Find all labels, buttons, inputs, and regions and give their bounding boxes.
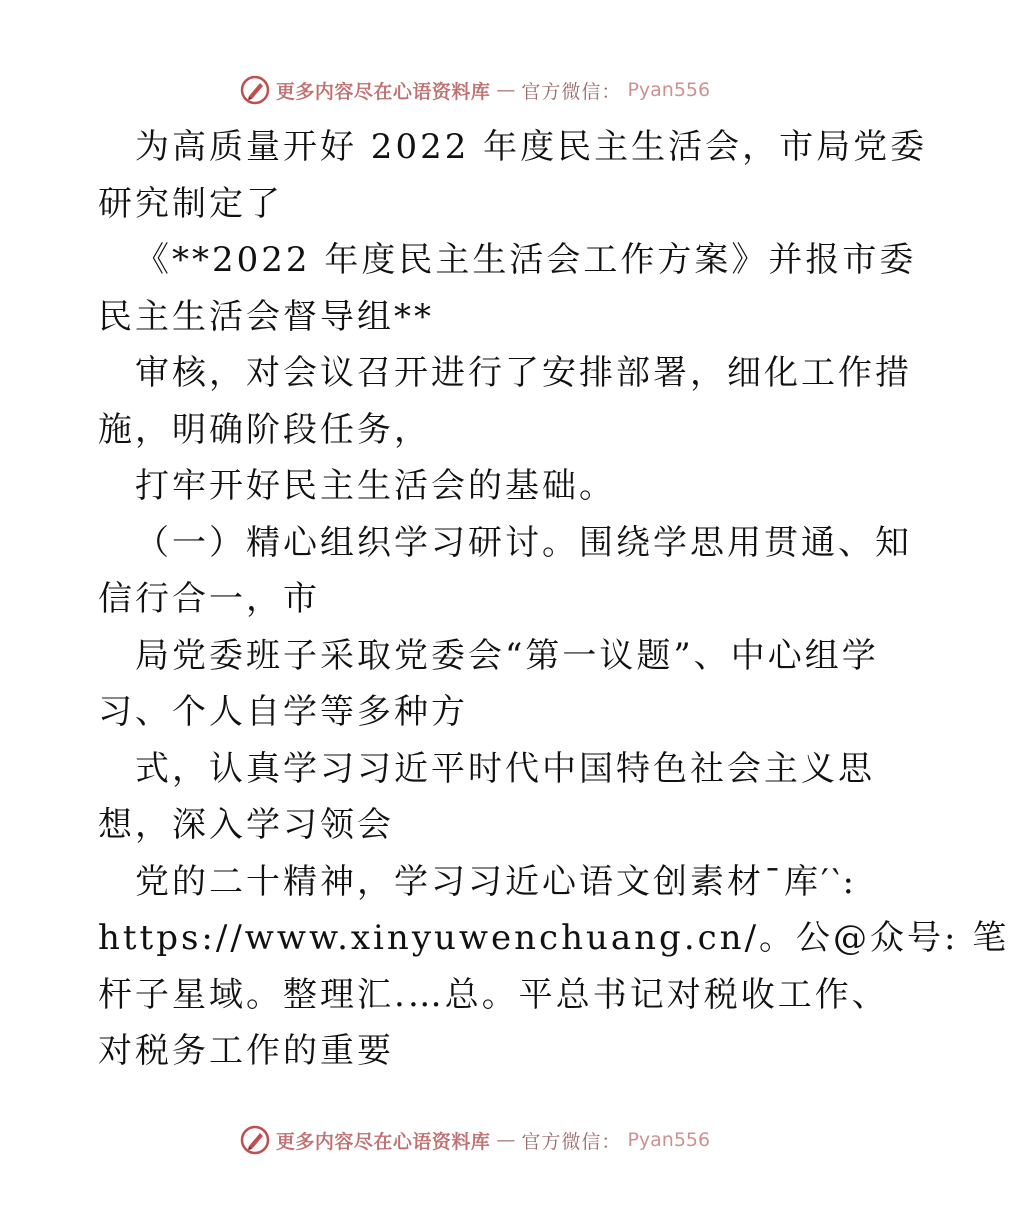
paragraph-line: 施，明确阶段任务， [98, 409, 431, 450]
red-pen-seal-icon [240, 75, 270, 105]
paragraph-line: 信行合一，市 [98, 579, 320, 619]
watermark-separator: — [496, 1129, 516, 1151]
paragraph-line: 审核，对会议召开进行了安排部署，细化工作措 [135, 353, 912, 393]
watermark-wechat-id: Pyan556 [627, 1129, 711, 1151]
watermark-wechat-id: Pyan556 [627, 79, 711, 101]
red-pen-seal-icon [240, 1125, 270, 1155]
paragraph-line: 对税务工作的重要 [98, 1031, 394, 1071]
watermark-separator: — [496, 79, 516, 101]
paragraph-line: 研究制定了 [98, 183, 283, 224]
watermark-label: 官方微信： [521, 80, 622, 103]
paragraph-line: 局党委班子采取党委会“第一议题”、中心组学 [135, 635, 879, 676]
paragraph-line: 打牢开好民主生活会的基础。 [135, 466, 616, 506]
paragraph-line: 党的二十精神，学习习近心语文创素材¯库′‵: [135, 861, 857, 902]
paragraph-line: 民主生活会督导组** [98, 296, 434, 337]
watermark-site-text: 更多内容尽在心语资料库 [275, 80, 491, 103]
paragraph-line: 《**2022 年度民主生活会工作方案》并报市委 [135, 240, 917, 280]
paragraph-line: https://www.xinyuwenchuang.cn/。公@众号: 笔 [98, 918, 1009, 958]
header-watermark [0, 73, 950, 107]
paragraph-line: 杆子星域。整理汇.…总。平总书记对税收工作、 [98, 974, 889, 1015]
paragraph-line: 式，认真学习习近平时代中国特色社会主义思 [135, 748, 875, 789]
paragraph-line: 为高质量开好 2022 年度民主生活会，市局党委 [135, 127, 928, 167]
watermark-site-text: 更多内容尽在心语资料库 [275, 1130, 491, 1153]
paragraph-line: 想，深入学习领会 [98, 805, 394, 845]
document-body [98, 119, 1009, 1080]
paragraph-line: 习、个人自学等多种方 [98, 692, 468, 732]
watermark-label: 官方微信： [521, 1130, 622, 1153]
paragraph-line: （一）精心组织学习研讨。围绕学思用贯通、知 [135, 522, 912, 563]
footer-watermark [0, 1123, 950, 1157]
